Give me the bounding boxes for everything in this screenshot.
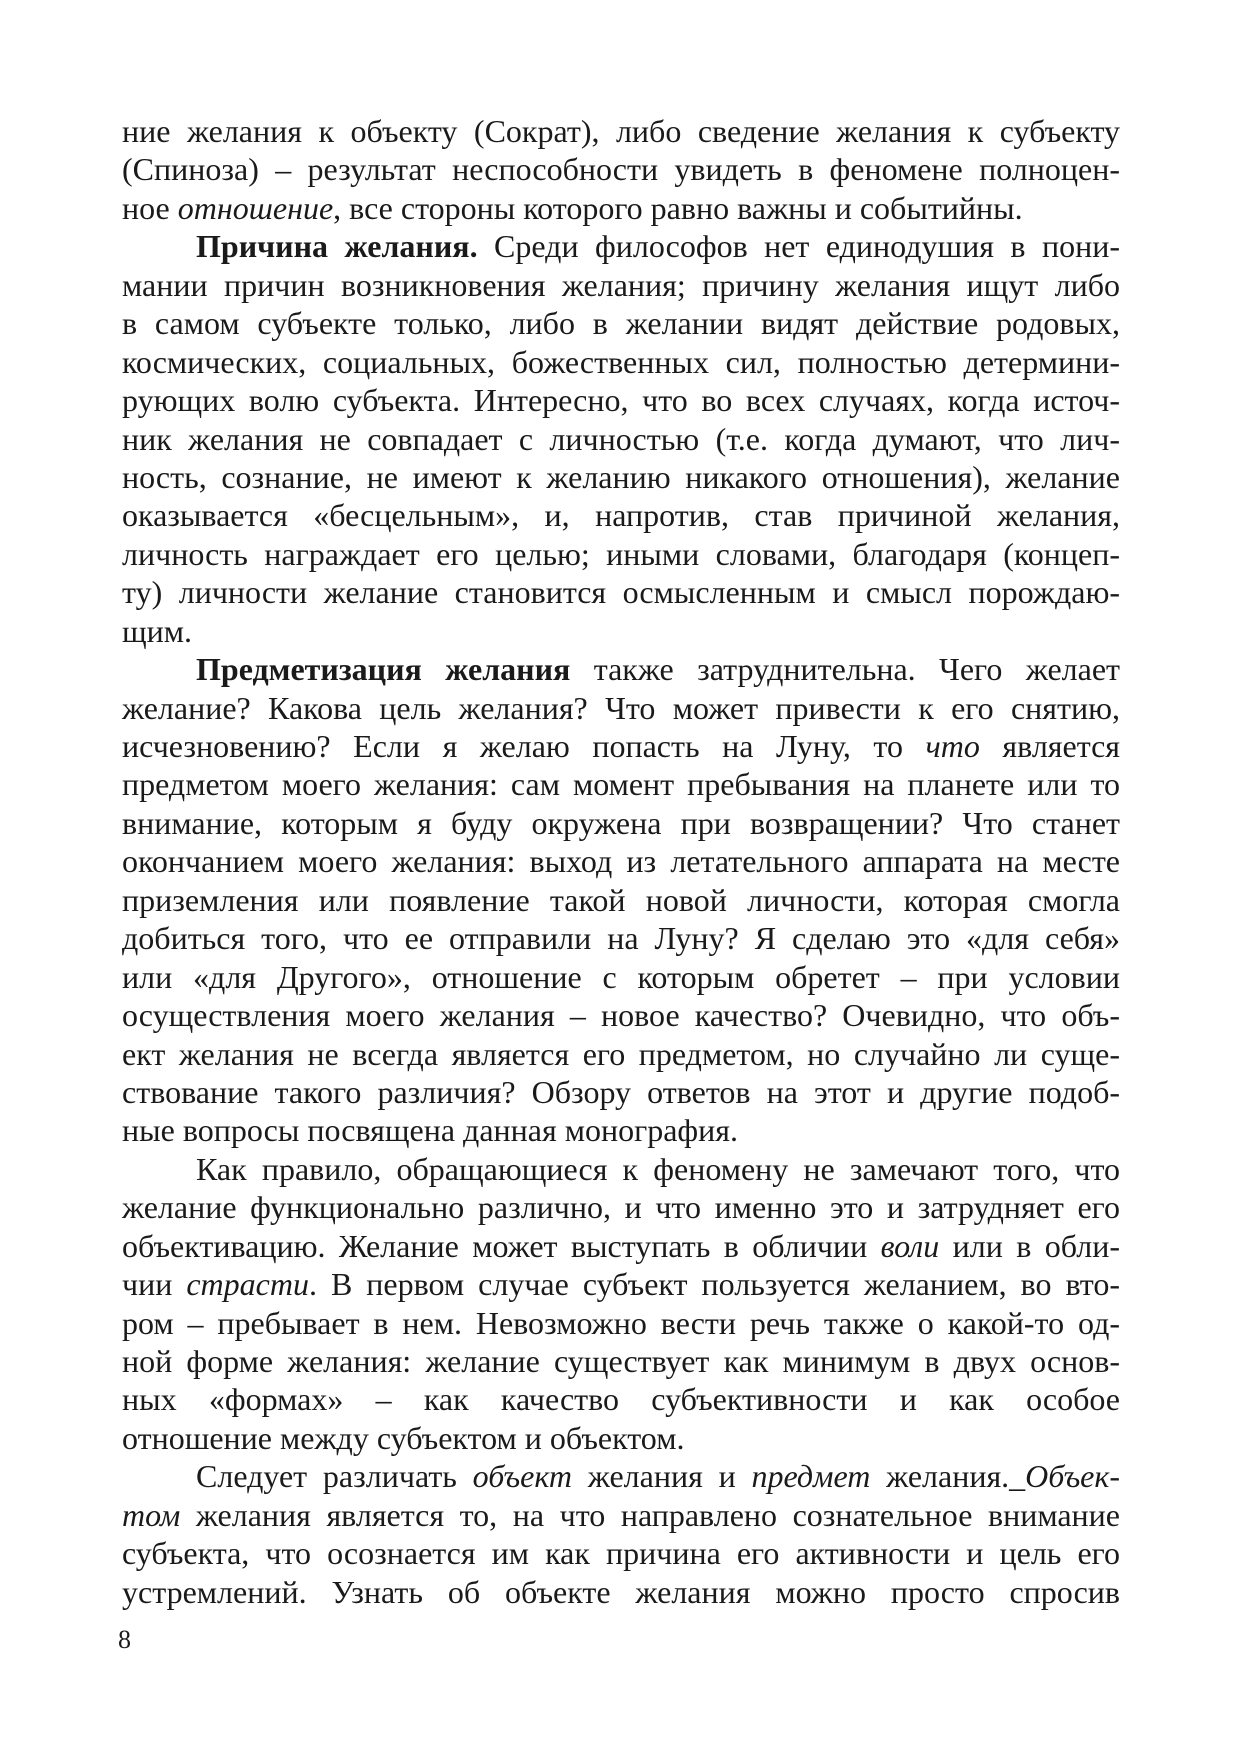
- text-line: [122, 996, 1120, 1034]
- text-run: желание? Какова цель желания? Что может привести к его снятию,: [122, 689, 1120, 726]
- text-run: космических, социальных, божественных сил, полностью детермини-: [122, 343, 1120, 380]
- text-line: [122, 1496, 1120, 1534]
- text-line: [122, 1111, 1120, 1149]
- text-line: [122, 420, 1120, 458]
- text-line: [122, 458, 1120, 496]
- text-line: [122, 612, 1120, 650]
- text-line: [122, 881, 1120, 919]
- text-run: также затруднительна. Чего желает: [570, 651, 1121, 688]
- italic-term: воли: [880, 1227, 940, 1264]
- text-line: [122, 227, 1120, 265]
- text-line: [122, 112, 1120, 150]
- text-run: ром – пребывает в нем. Невозможно вести речь также о какой-то од-: [122, 1304, 1120, 1341]
- text-line: [122, 304, 1120, 342]
- text-run: ное: [122, 189, 178, 226]
- text-line: [122, 842, 1120, 880]
- text-line: [122, 958, 1120, 996]
- text-line: [122, 1573, 1120, 1611]
- text-run: желания является то, на что направлено сознательное внимание: [180, 1496, 1120, 1533]
- text-run: чии: [122, 1266, 187, 1303]
- bold-term: Предметизация желания: [196, 651, 571, 688]
- text-line: [122, 1419, 1120, 1457]
- text-line: [122, 1265, 1120, 1303]
- text-run: или в обли-: [939, 1227, 1121, 1264]
- text-line: [122, 1035, 1120, 1073]
- text-run: в самом субъекте только, либо в желании видят действие родовых,: [122, 305, 1120, 342]
- text-run: щим.: [122, 612, 193, 649]
- text-line: [122, 919, 1120, 957]
- text-run: предметом моего желания: сам момент пребывания на планете или то: [122, 766, 1120, 803]
- text-line: [122, 266, 1120, 304]
- text-run: оказывается «бесцельным», и, напротив, став причиной желания,: [122, 497, 1120, 534]
- text-line: [122, 573, 1120, 611]
- text-line: [122, 1227, 1120, 1265]
- text-line: [122, 381, 1120, 419]
- text-run: ник желания не совпадает с личностью (т.е. когда думают, что лич-: [122, 420, 1120, 457]
- text-run: Среди философов нет единодушия в пони-: [477, 228, 1121, 265]
- italic-term: Объек-: [1025, 1458, 1120, 1495]
- text-run: (Спиноза) – результат неспособности увидеть в феномене полноцен-: [122, 151, 1120, 188]
- text-run: окончанием моего желания: выход из летательного аппарата на месте: [122, 843, 1120, 880]
- text-line: [122, 1342, 1120, 1380]
- text-run: исчезновению? Если я желаю попасть на Луну, то: [122, 728, 926, 764]
- text-run: добиться того, что ее отправили на Луну? Я сделаю это «для себя»: [122, 920, 1120, 957]
- text-line: [122, 1304, 1120, 1342]
- text-line: [122, 343, 1120, 381]
- text-run: желания._: [870, 1458, 1026, 1495]
- text-run: рующих волю субъекта. Интересно, что во всех случаях, когда источ-: [122, 382, 1120, 419]
- text-line: [122, 1073, 1120, 1111]
- text-line: [122, 150, 1120, 188]
- italic-term: отношение: [177, 189, 334, 226]
- text-run: . В первом случае субъект пользуется желанием, во вто-: [308, 1266, 1121, 1303]
- text-run: желания и: [572, 1458, 752, 1495]
- text-line: [122, 650, 1120, 688]
- text-run: ность, сознание, не имеют к желанию никакого отношения), желание: [122, 458, 1120, 495]
- italic-term: страсти: [186, 1266, 309, 1303]
- text-run: отношение между субъектом и объектом.: [122, 1419, 685, 1456]
- text-run: ных «формах» – как качество субъективности и как особое: [122, 1381, 1120, 1418]
- text-run: ные вопросы посвящена данная монография.: [122, 1112, 738, 1149]
- text-run: ту) личности желание становится осмысленным и смысл порождаю-: [122, 574, 1120, 611]
- text-run: является: [979, 728, 1120, 764]
- text-line: [122, 496, 1120, 534]
- text-run: Следует различать: [196, 1458, 473, 1495]
- text-run: , все стороны которого равно важны и событийны.: [333, 189, 1023, 226]
- text-line: [122, 1188, 1120, 1226]
- text-run: желание функционально различно, и что именно это и затрудняет его: [122, 1189, 1120, 1226]
- text-run: внимание, которым я буду окружена при возвращении? Что станет: [122, 804, 1120, 841]
- text-run: ствование такого различия? Обзору ответов на этот и другие подоб-: [122, 1073, 1120, 1110]
- italic-term: предмет: [751, 1458, 871, 1495]
- bold-term: Причина желания.: [196, 228, 478, 265]
- text-run: объективацию. Желание может выступать в обличии: [122, 1227, 881, 1264]
- text-line: [122, 1457, 1120, 1495]
- text-line: [122, 727, 1120, 765]
- text-line: [122, 765, 1120, 803]
- text-run: Как правило, обращающиеся к феномену не замечают того, что: [196, 1150, 1120, 1187]
- text-run: осуществления моего желания – новое качество? Очевидно, что объ-: [122, 997, 1120, 1034]
- book-page-text: [122, 112, 1120, 1611]
- text-line: [122, 1150, 1120, 1188]
- text-line: [122, 689, 1120, 727]
- italic-term: объект: [472, 1458, 572, 1495]
- text-run: устремлений. Узнать об объекте желания можно просто спросив: [122, 1573, 1120, 1610]
- text-line: [122, 1380, 1120, 1418]
- italic-term: что: [925, 728, 980, 764]
- text-run: приземления или появление такой новой личности, которая смогла: [122, 881, 1120, 918]
- page-number: 8: [118, 1625, 131, 1654]
- text-run: личность награждает его целью; иными словами, благодаря (концеп-: [122, 535, 1120, 572]
- text-run: мании причин возникновения желания; причину желания ищут либо: [122, 266, 1120, 303]
- text-line: [122, 1534, 1120, 1572]
- text-run: ной форме желания: желание существует как минимум в двух основ-: [122, 1343, 1120, 1379]
- text-run: ект желания не всегда является его предметом, но случайно ли суще-: [122, 1035, 1120, 1072]
- text-line: [122, 804, 1120, 842]
- text-line: [122, 189, 1120, 227]
- text-run: субъекта, что осознается им как причина его активности и цель его: [122, 1535, 1120, 1572]
- text-run: ние желания к объекту (Сократ), либо сведение желания к субъекту: [122, 113, 1120, 149]
- italic-term: том: [122, 1496, 181, 1533]
- text-run: или «для Другого», отношение с которым обретет – при условии: [122, 958, 1120, 995]
- text-line: [122, 535, 1120, 573]
